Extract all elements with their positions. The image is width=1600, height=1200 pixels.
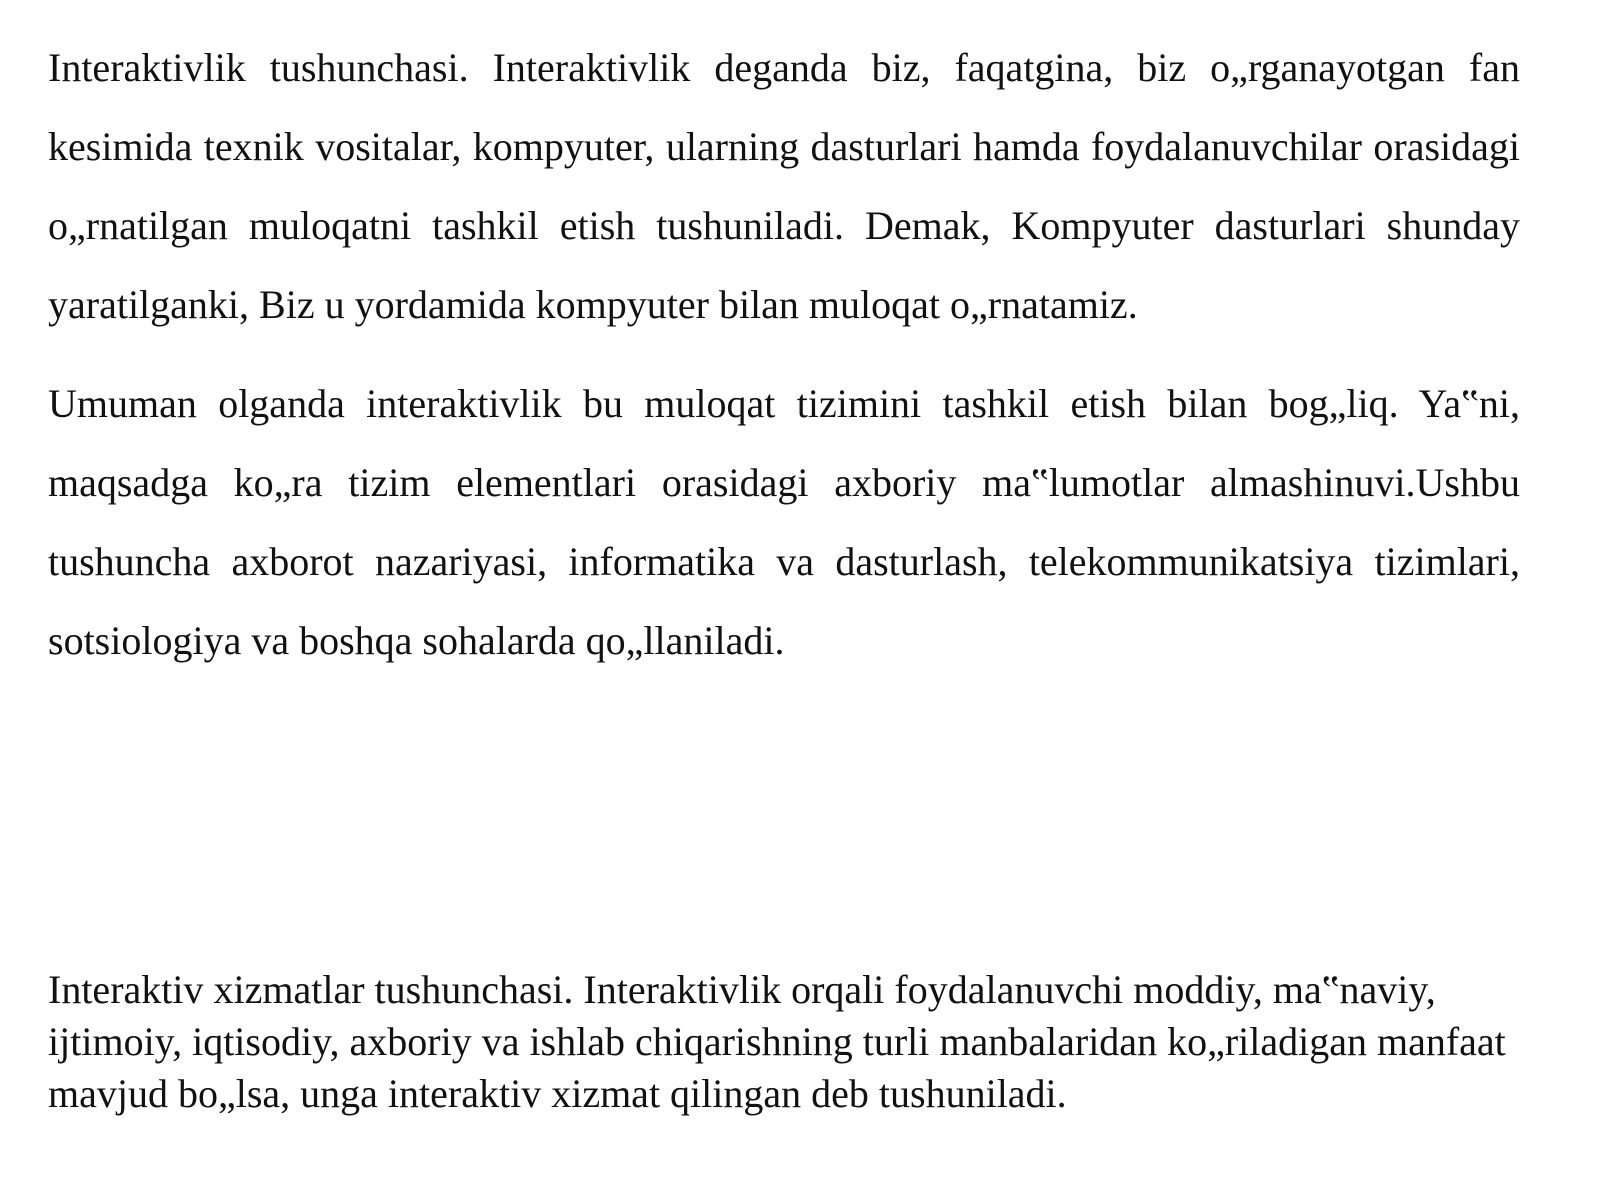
paragraph-interactivity-general: Umuman olganda interaktivlik bu muloqat tizimini tashkil etish bilan bog„liq. Ya‟ni, maqsadga ko„ra tizim elementlari orasidagi axboriy ma‟lumotlar almashinuvi.Ushbu tushuncha axborot nazariyasi, informatika va dasturlash, telekommunikatsiya tizimlari, sotsiologiya va boshqa sohalarda qo„llaniladi.: [48, 381, 1520, 663]
paragraph-interactive-services: Interaktiv xizmatlar tushunchasi. Interaktivlik orqali foydalanuvchi moddiy, ma‟naviy, ijtimoiy, iqtisodiy, axboriy va ishlab chiqarishning turli manbalaridan ko„riladigan manfaat mavjud bo„lsa, unga interaktiv xizmat qilingan deb tushuniladi.: [48, 967, 1506, 1116]
document-page: [48, 28, 1520, 1116]
paragraph-interactivity-concept: Interaktivlik tushunchasi. Interaktivlik deganda biz, faqatgina, biz o„rganayotgan fan kesimida texnik vositalar, kompyuter, ularning dasturlari hamda foydalanuvchilar orasidagi o„rnatilgan muloqatni tashkil etish tushuniladi. Demak, Kompyuter dasturlari shunday yaratilganki, Biz u yordamida kompyuter bilan muloqat o„rnatamiz.: [48, 45, 1520, 327]
